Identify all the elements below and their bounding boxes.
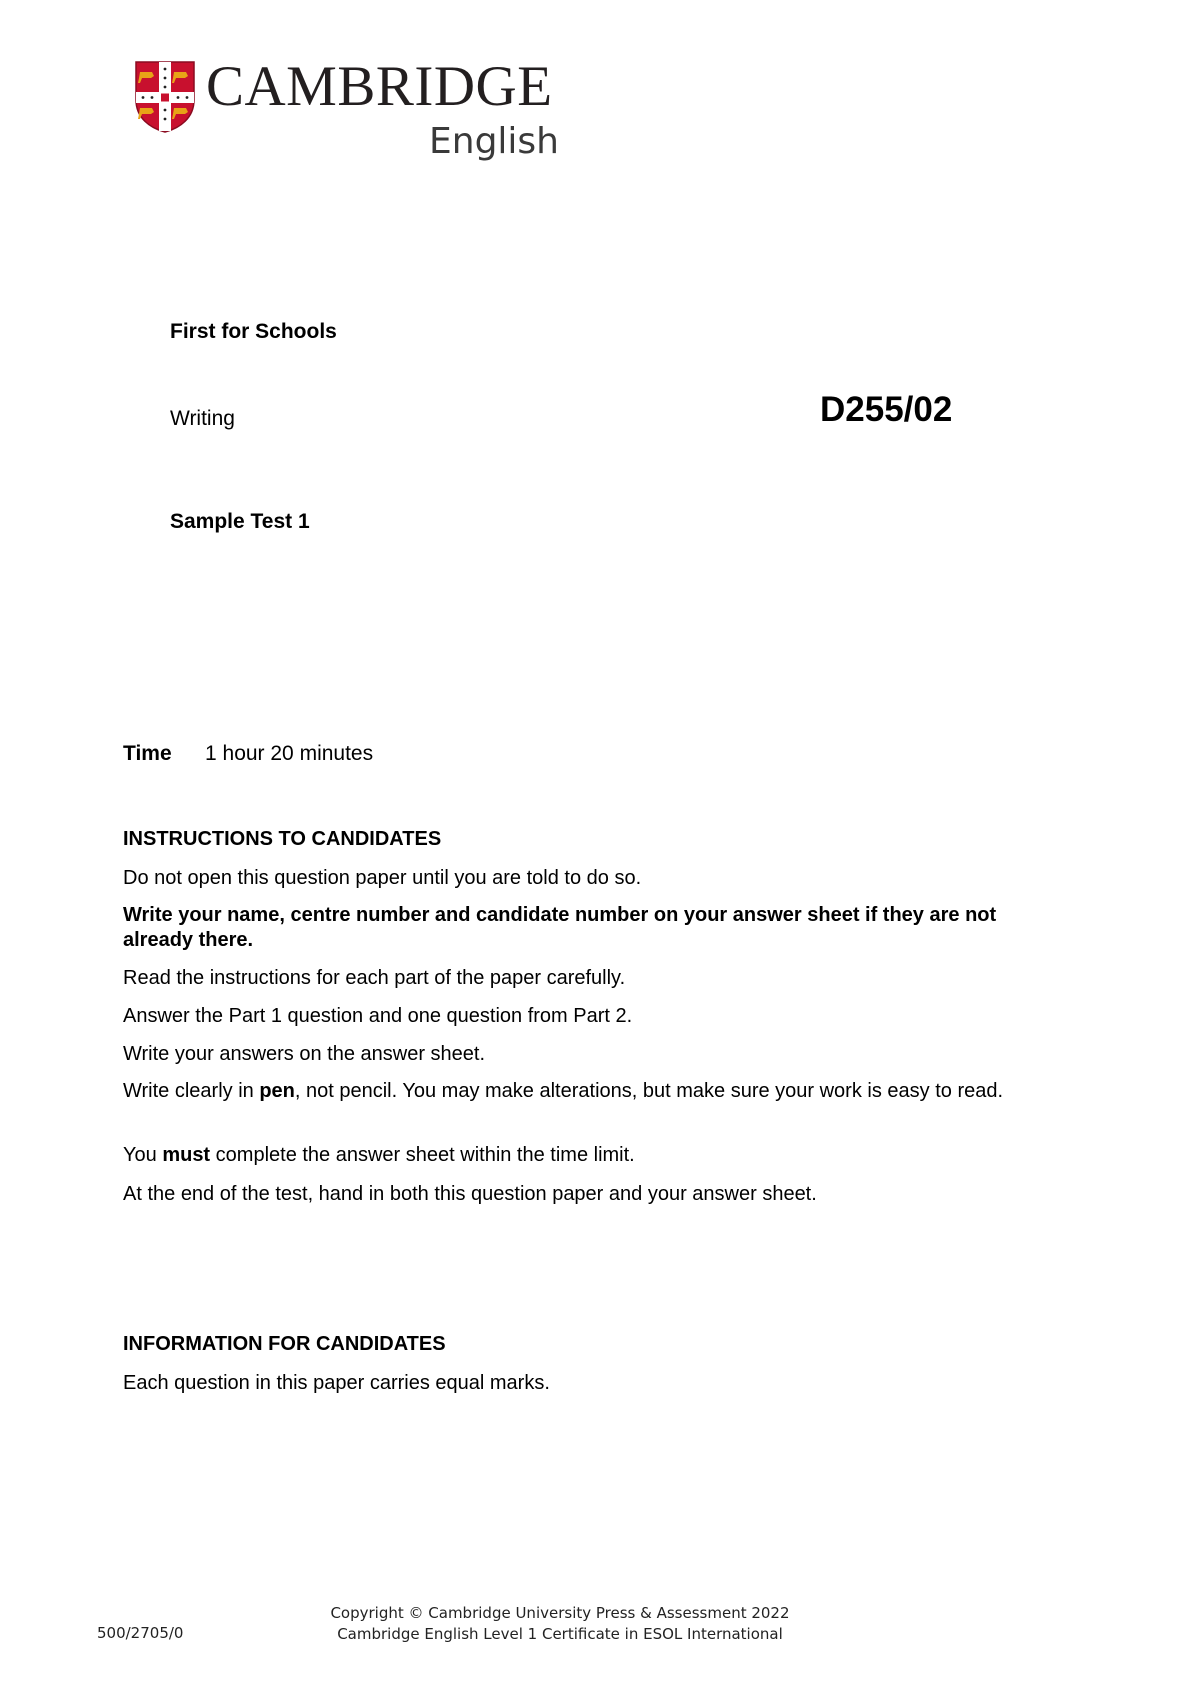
syllabus-code: 500/2705/0 bbox=[97, 1624, 184, 1642]
footer-copyright-block bbox=[300, 1603, 820, 1645]
instruction-text: complete the answer sheet within the time limit. bbox=[210, 1144, 635, 1166]
information-heading: INFORMATION FOR CANDIDATES bbox=[123, 1333, 446, 1355]
logo-wordmark: CAMBRIDGE bbox=[206, 55, 553, 118]
certificate-text: Cambridge English Level 1 Certificate in ESOL International bbox=[337, 1625, 783, 1643]
instruction-line: Answer the Part 1 question and one question from Part 2. bbox=[123, 1005, 633, 1027]
paper-code: D255/02 bbox=[820, 390, 953, 429]
logo-subtitle: English bbox=[429, 121, 559, 162]
test-name: Sample Test 1 bbox=[170, 510, 310, 533]
instruction-text: You bbox=[123, 1144, 163, 1166]
instruction-line: At the end of the test, hand in both this question paper and your answer sheet. bbox=[123, 1183, 817, 1205]
instruction-line: Do not open this question paper until you are told to do so. bbox=[123, 867, 642, 889]
instruction-line: Read the instructions for each part of the paper carefully. bbox=[123, 967, 626, 989]
instruction-emphasis: pen bbox=[259, 1080, 295, 1102]
instruction-text: Write clearly in bbox=[123, 1080, 260, 1102]
instructions-heading: INSTRUCTIONS TO CANDIDATES bbox=[123, 828, 442, 850]
instruction-emphasis: must bbox=[162, 1144, 211, 1166]
instruction-text: , not pencil. You may make alterations, but make sure your work is easy to read. bbox=[294, 1080, 1004, 1102]
instruction-line bbox=[123, 1079, 1043, 1104]
information-line: Each question in this paper carries equal marks. bbox=[123, 1372, 550, 1394]
paper-name: Writing bbox=[170, 407, 235, 430]
cambridge-shield-icon bbox=[134, 60, 196, 134]
copyright-text: Copyright © Cambridge University Press & Assessment 2022 bbox=[330, 1604, 790, 1622]
instruction-line: Write your answers on the answer sheet. bbox=[123, 1043, 486, 1065]
instruction-line: Write your name, centre number and candidate number on your answer sheet if they are not already there. bbox=[123, 904, 997, 951]
exam-name: First for Schools bbox=[170, 320, 337, 343]
time-label: Time bbox=[123, 742, 172, 765]
time-value: 1 hour 20 minutes bbox=[205, 742, 374, 765]
instruction-line bbox=[123, 1143, 1063, 1168]
